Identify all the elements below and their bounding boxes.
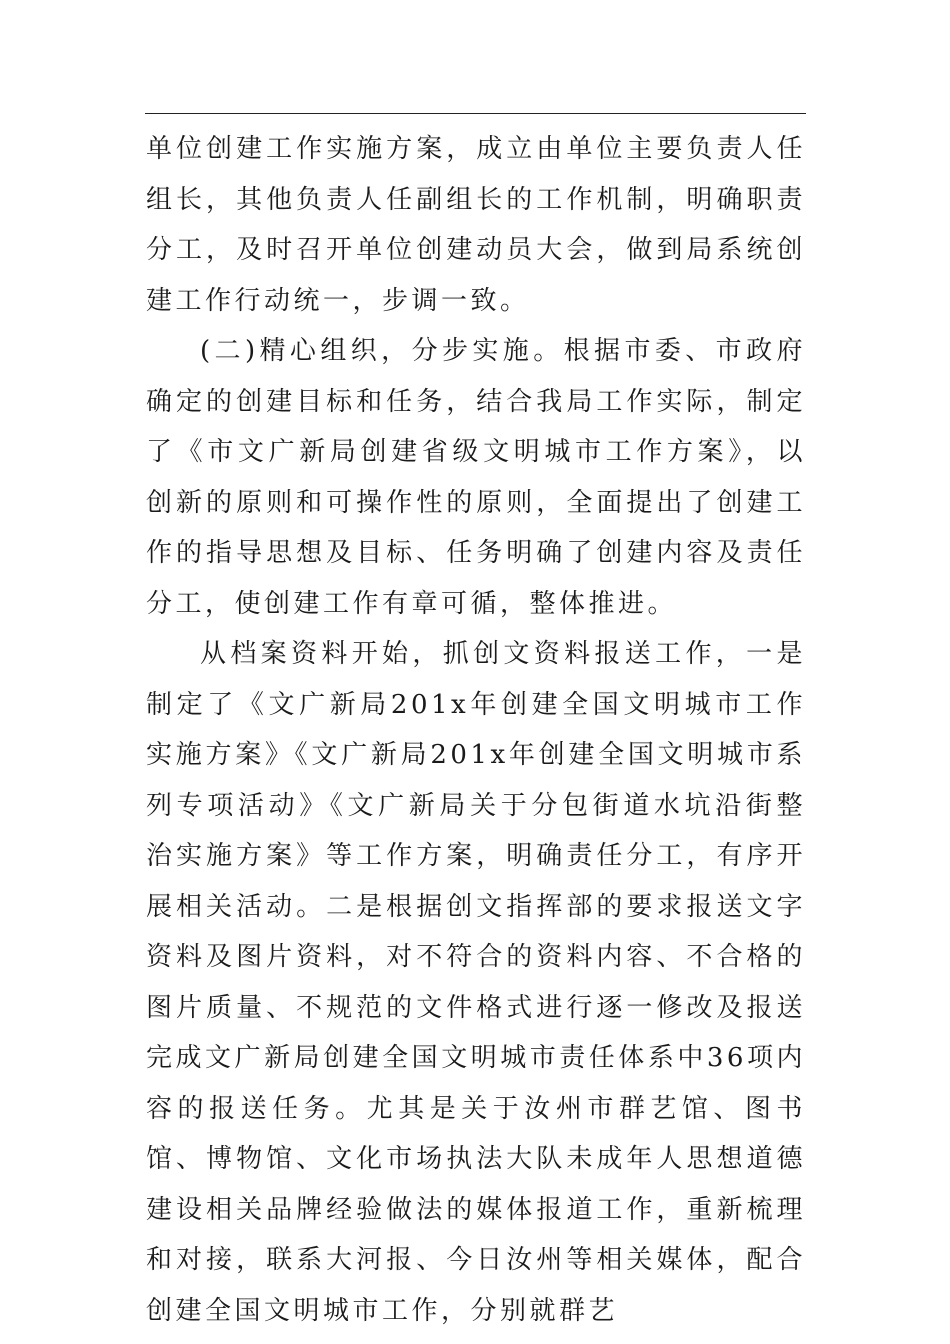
paragraph-section-two: (二)精心组织，分步实施。根据市委、市政府确定的创建目标和任务，结合我局工作实际，制定了《市文广新局创建省级文明城市工作方案》，以创新的原则和可操作性的原则，全面提出了创建工作的指导思想及目标、任务明确了创建内容及责任分工，使创建工作有章可循，整体推进。 bbox=[146, 336, 806, 619]
header-rule bbox=[145, 113, 806, 114]
document-body bbox=[146, 124, 806, 1336]
paragraph-archive-materials: 从档案资料开始，抓创文资料报送工作，一是制定了《文广新局201x年创建全国文明城市工作实施方案》《文广新局201x年创建全国文明城市系列专项活动》《文广新局关于分包街道水坑沿街整治实施方案》等工作方案，明确责任分工，有序开展相关活动。二是根据创文指挥部的要求报送文字资料及图片资料，对不符合的资料内容、不合格的图片质量、不规范的文件格式进行逐一修改及报送完成文广新局创建全国文明城市责任体系中36项内容的报送任务。尤其是关于汝州市群艺馆、图书馆、博物馆、文化市场执法大队未成年人思想道德建设相关品牌经验做法的媒体报道工作，重新梳理和对接，联系大河报、今日汝州等相关媒体，配合创建全国文明城市工作，分别就群艺 bbox=[146, 639, 806, 1326]
paragraph-continued: 单位创建工作实施方案，成立由单位主要负责人任组长，其他负责人任副组长的工作机制，明确职责分工，及时召开单位创建动员大会，做到局系统创建工作行动统一，步调一致。 bbox=[146, 134, 806, 316]
